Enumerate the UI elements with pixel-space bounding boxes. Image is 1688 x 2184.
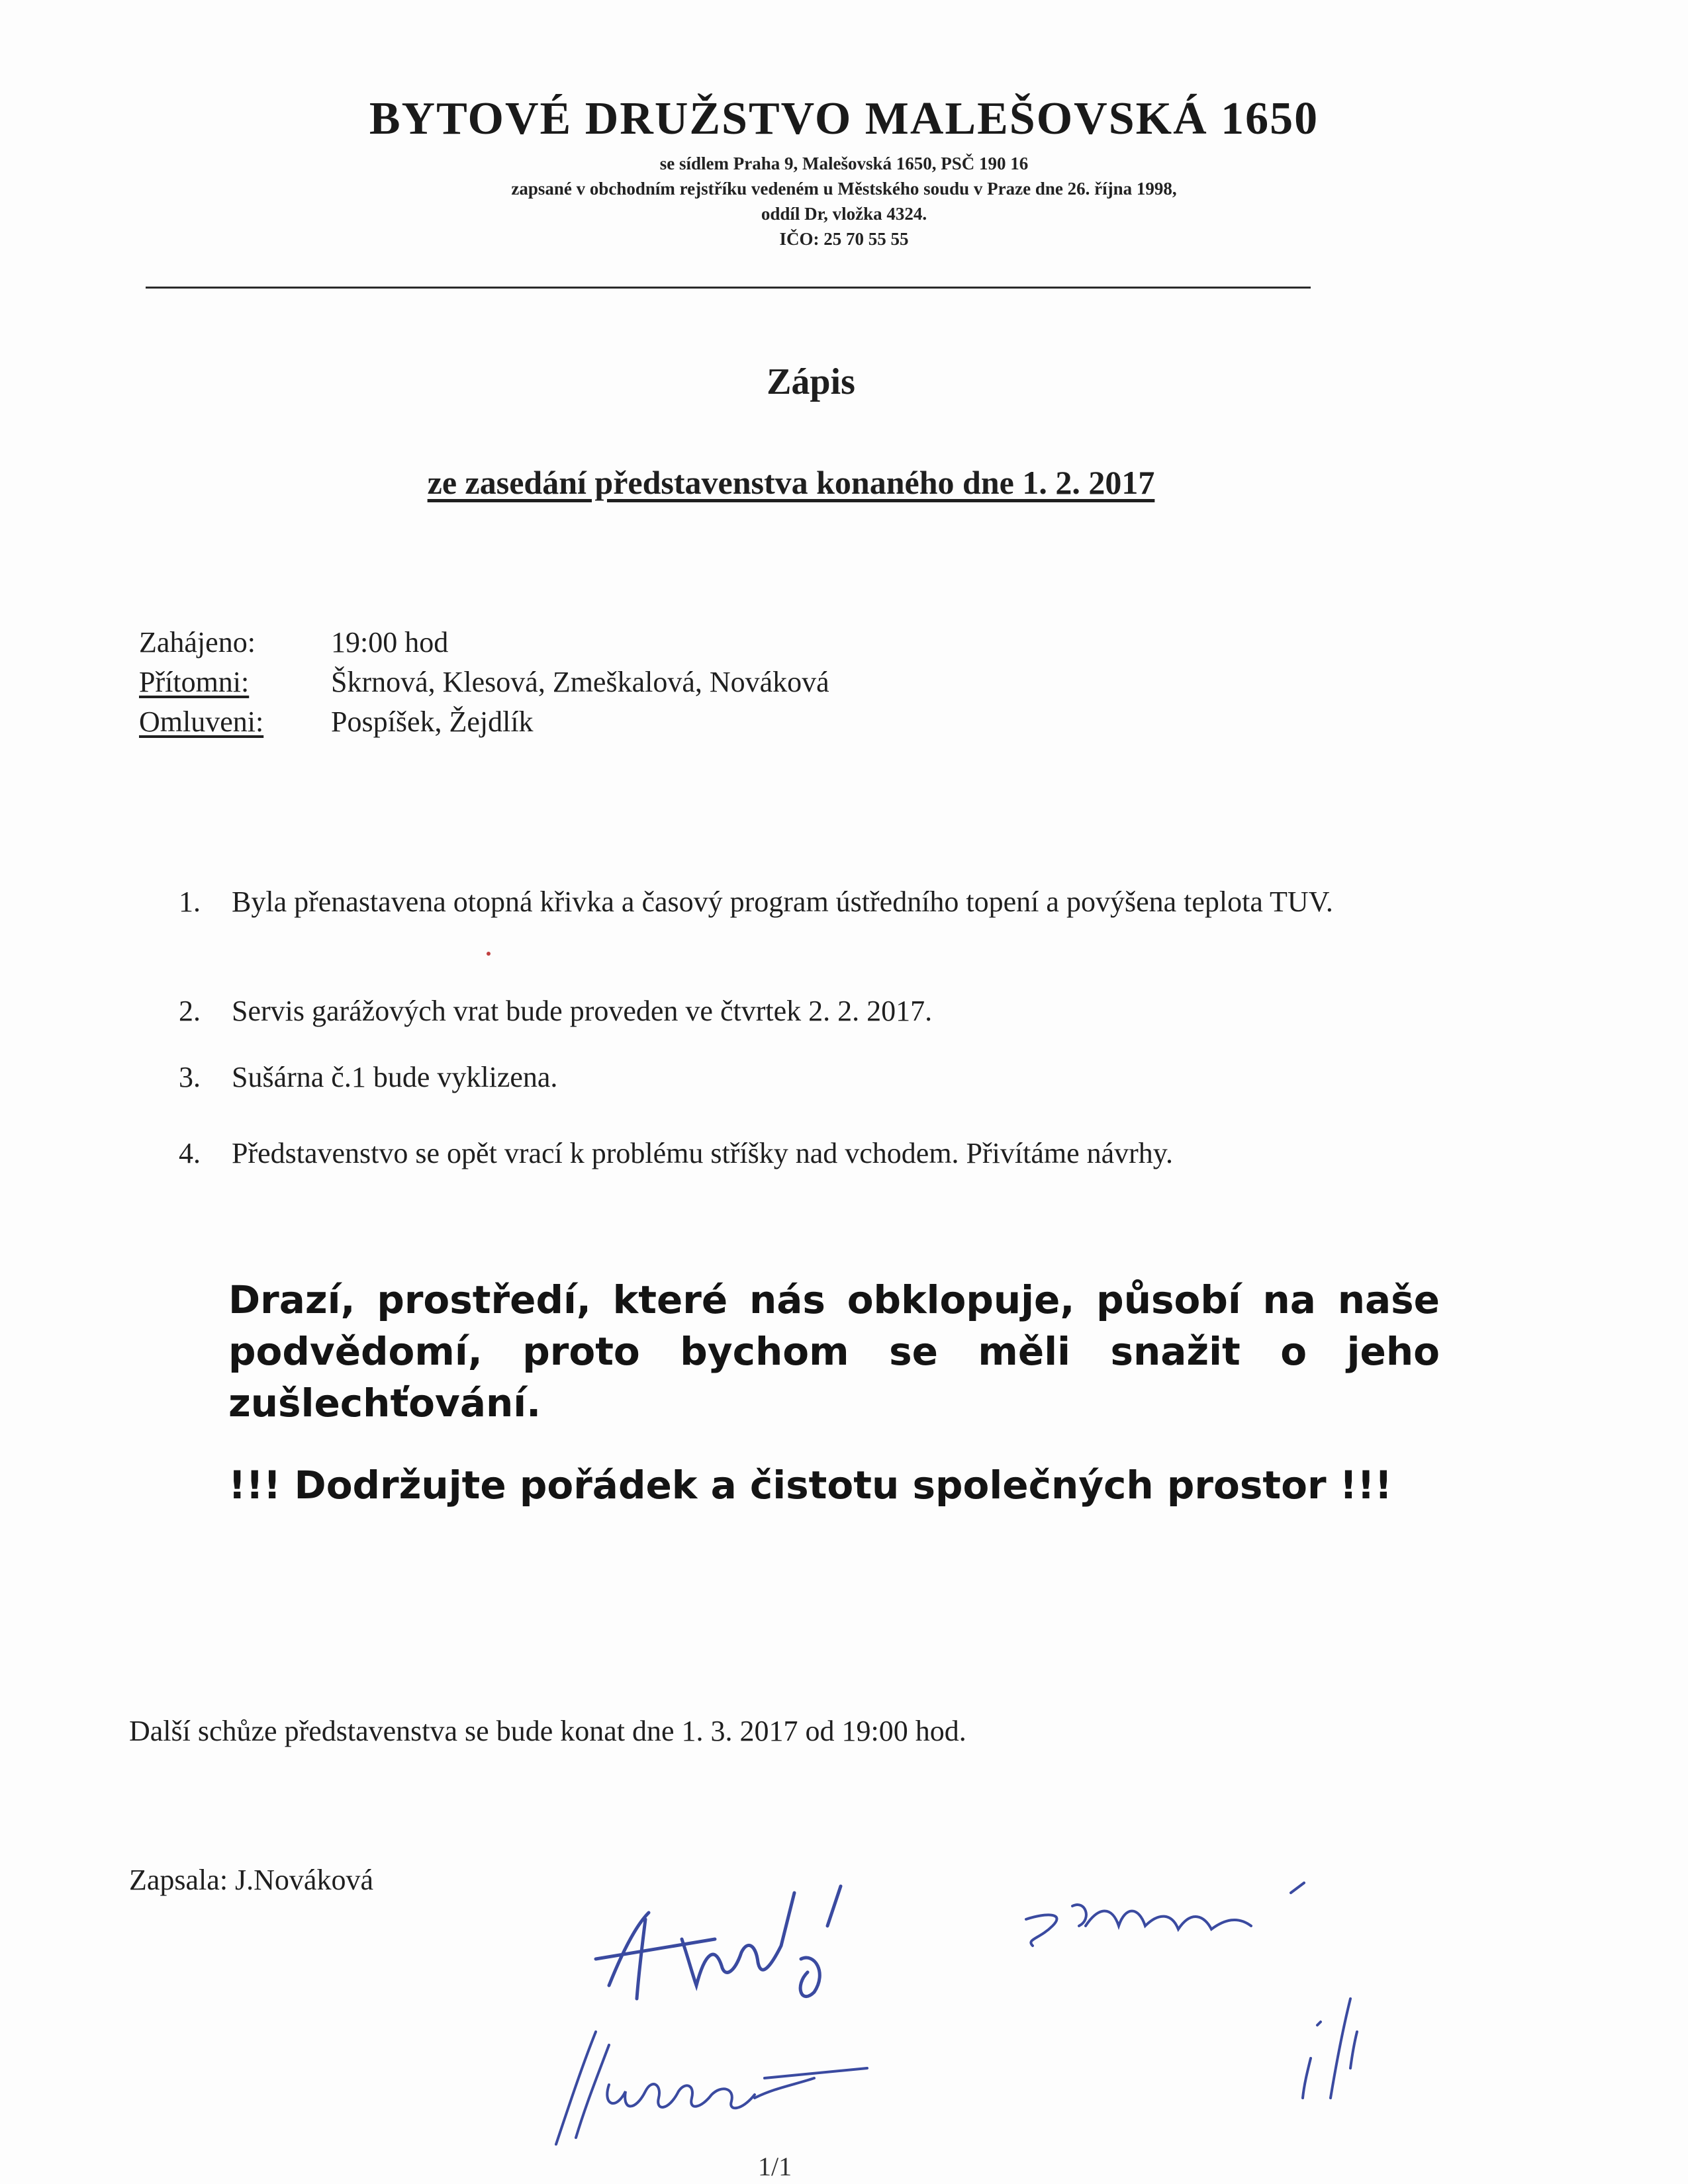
signature-4 bbox=[1291, 1985, 1377, 2111]
header-ico-line: IČO: 25 70 55 55 bbox=[779, 229, 909, 249]
present-label: Přítomni: bbox=[139, 666, 250, 698]
header-registry-line: zapsané v obchodním rejstříku vedeném u Městského soudu v Praze dne 26. října 1998, bbox=[511, 179, 1177, 199]
page-number: 1/1 bbox=[758, 2152, 792, 2181]
signature-3 bbox=[536, 2005, 880, 2158]
header-section-line: oddíl Dr, vložka 4324. bbox=[761, 204, 927, 224]
started-value: 19:00 hod bbox=[331, 626, 449, 659]
list-item-text: Byla přenastavena otopná křivka a časový program ústředního topení a povýšena teplota TUV. bbox=[232, 886, 1333, 918]
recorded-by: Zapsala: J.Nováková bbox=[129, 1864, 373, 1896]
list-item-text: Servis garážových vrat bude proveden ve čtvrtek 2. 2. 2017. bbox=[232, 995, 933, 1027]
organization-title: BYTOVÉ DRUŽSTVO MALEŠOVSKÁ 1650 bbox=[369, 93, 1319, 144]
started-label: Zahájeno: bbox=[139, 626, 256, 659]
document-title: Zápis bbox=[767, 361, 855, 402]
header-address-line: se sídlem Praha 9, Malešovská 1650, PSČ 190 16 bbox=[659, 154, 1029, 173]
list-item-text: Představenstvo se opět vrací k problému stříšky nad vchodem. Přivítáme návrhy. bbox=[232, 1137, 1173, 1169]
motto-text: Drazí, prostředí, které nás obklopuje, působí na naše podvědomí, proto bychom se měli snažit o jeho zušlechťování. bbox=[228, 1277, 1440, 1426]
list-item-number: 1. bbox=[179, 886, 201, 918]
header-divider bbox=[146, 287, 1311, 289]
list-item-number: 4. bbox=[179, 1137, 201, 1169]
list-item-number: 3. bbox=[179, 1061, 201, 1093]
cleanliness-appeal: !!! Dodržujte pořádek a čistotu společných prostor !!! bbox=[228, 1463, 1393, 1508]
signature-2 bbox=[1013, 1880, 1324, 1966]
excused-label: Omluveni: bbox=[139, 705, 264, 738]
list-item-number: 2. bbox=[179, 995, 201, 1027]
excused-value: Pospíšek, Žejdlík bbox=[331, 705, 534, 738]
document-subtitle: ze zasedání představenstva konaného dne 1. 2. 2017 bbox=[427, 464, 1155, 501]
ink-speck bbox=[487, 952, 491, 956]
list-item-text: Sušárna č.1 bude vyklizena. bbox=[232, 1061, 558, 1093]
next-meeting-note: Další schůze představenstva se bude konat dne 1. 3. 2017 od 19:00 hod. bbox=[129, 1715, 966, 1747]
present-value: Škrnová, Klesová, Zmeškalová, Nováková bbox=[331, 666, 829, 698]
